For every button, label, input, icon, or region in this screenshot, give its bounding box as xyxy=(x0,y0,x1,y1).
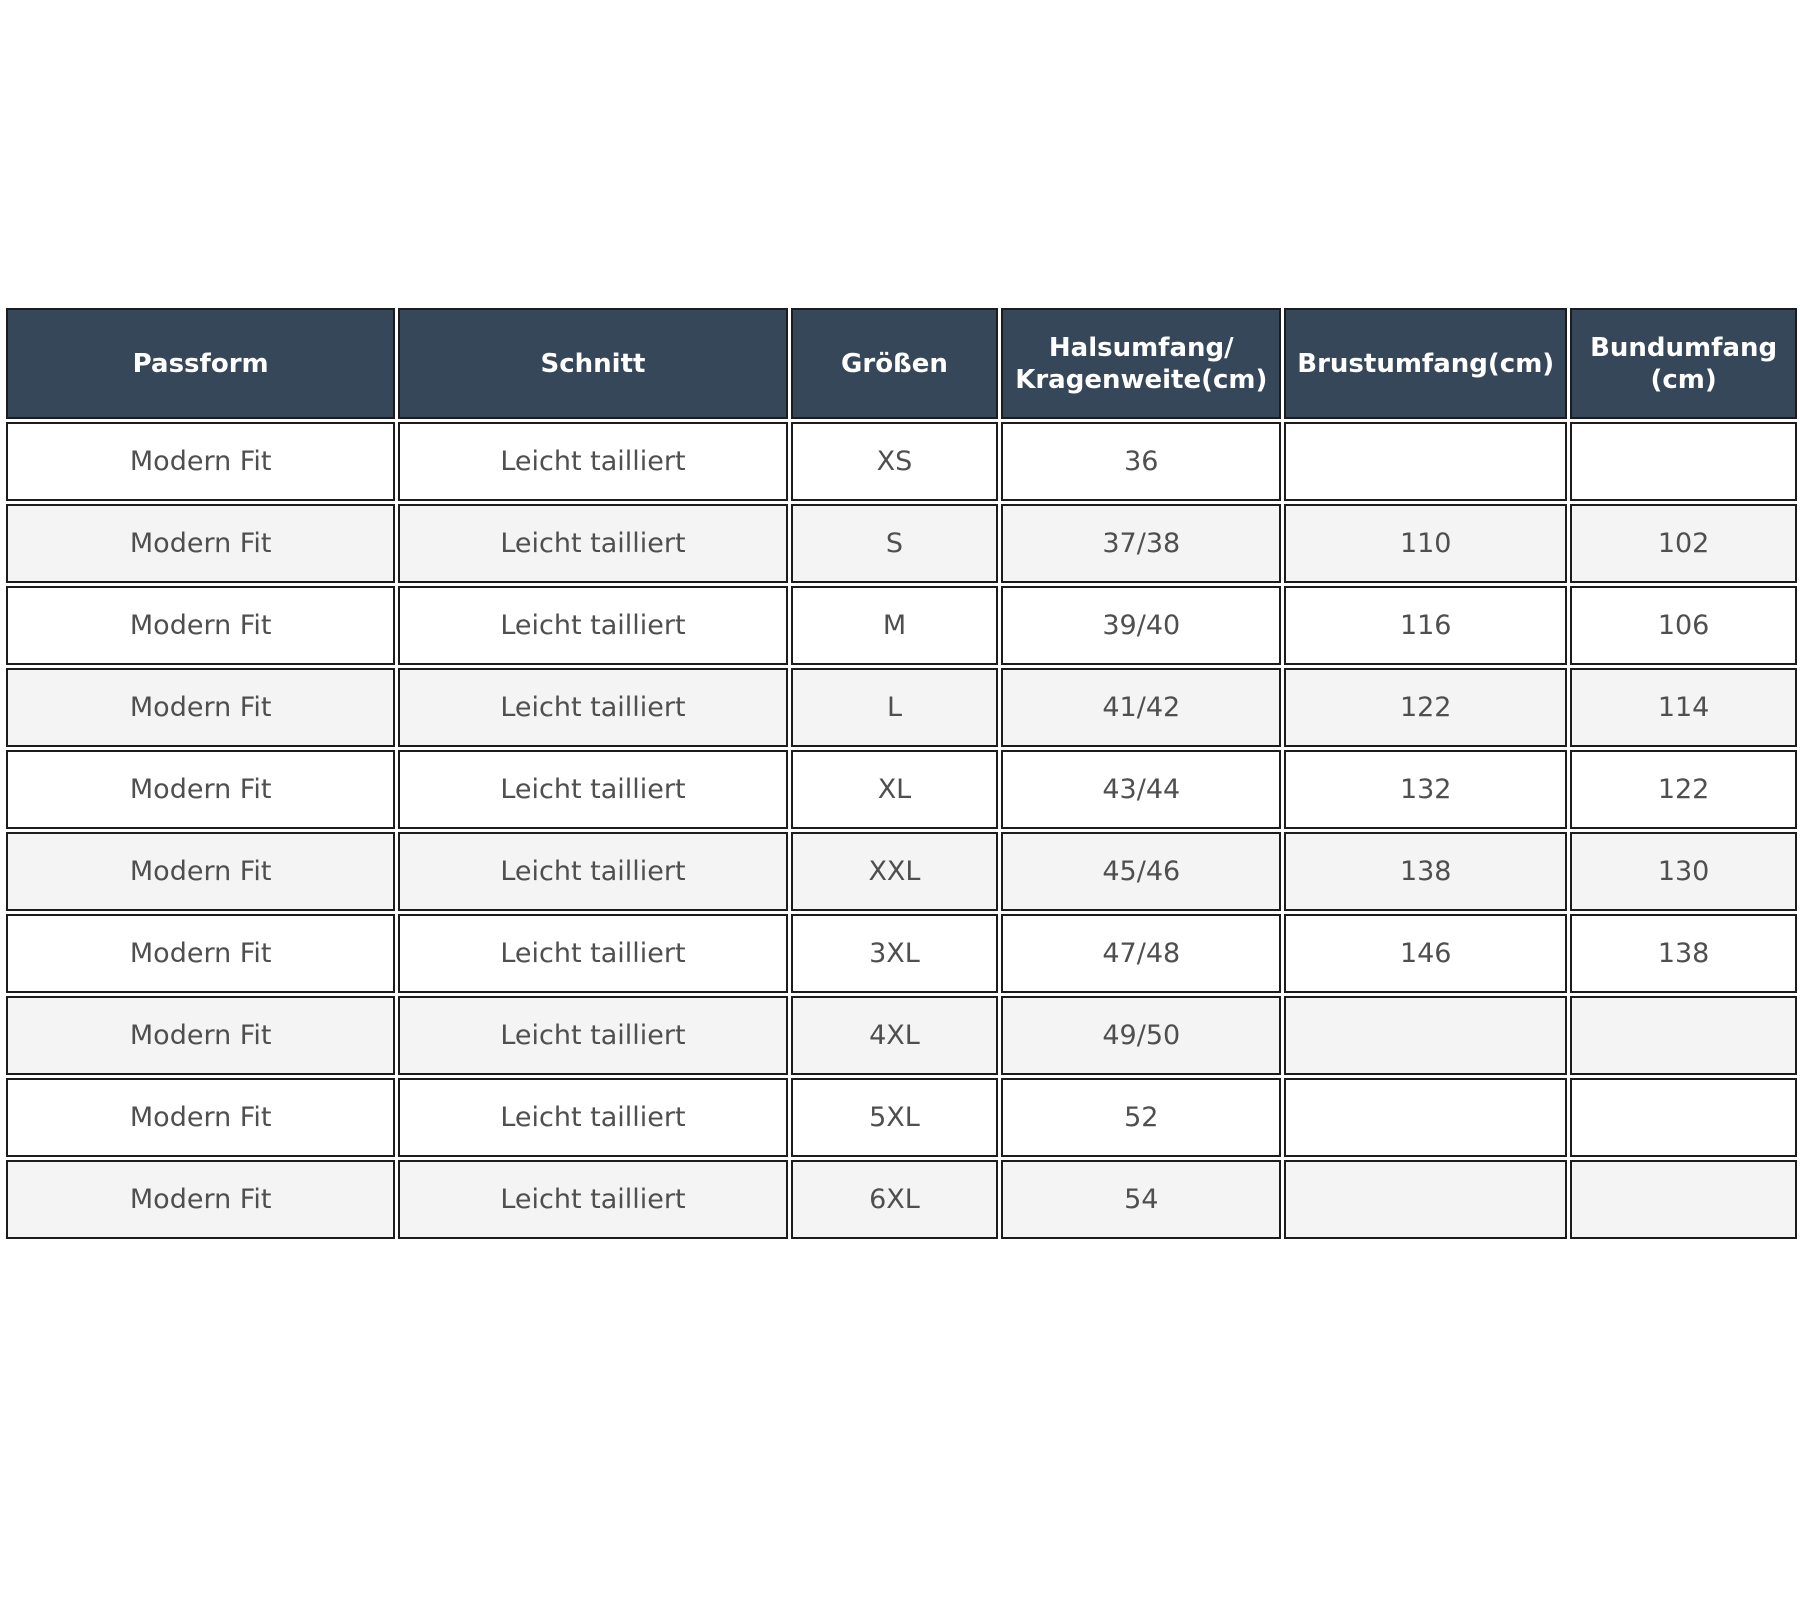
cell-schnitt: Leicht tailliert xyxy=(398,586,787,665)
cell-halsumfang: 45/46 xyxy=(1001,832,1281,911)
cell-brustumfang xyxy=(1284,1078,1567,1157)
table-header xyxy=(3,308,1797,419)
cell-bundumfang: 122 xyxy=(1570,750,1797,829)
cell-bundumfang xyxy=(1570,422,1797,501)
cell-bundumfang: 106 xyxy=(1570,586,1797,665)
table-row xyxy=(3,1160,1797,1239)
cell-brustumfang: 138 xyxy=(1284,832,1567,911)
cell-passform: Modern Fit xyxy=(6,996,395,1075)
cell-groesse: XL xyxy=(791,750,999,829)
cell-brustumfang: 116 xyxy=(1284,586,1567,665)
cell-groesse: 3XL xyxy=(791,914,999,993)
header-row xyxy=(3,308,1797,419)
cell-schnitt: Leicht tailliert xyxy=(398,504,787,583)
cell-groesse: XXL xyxy=(791,832,999,911)
cell-schnitt: Leicht tailliert xyxy=(398,668,787,747)
table-row xyxy=(3,832,1797,911)
cell-brustumfang xyxy=(1284,996,1567,1075)
cell-halsumfang: 47/48 xyxy=(1001,914,1281,993)
table-row xyxy=(3,996,1797,1075)
cell-groesse: S xyxy=(791,504,999,583)
cell-schnitt: Leicht tailliert xyxy=(398,750,787,829)
cell-brustumfang: 146 xyxy=(1284,914,1567,993)
cell-passform: Modern Fit xyxy=(6,750,395,829)
cell-brustumfang: 110 xyxy=(1284,504,1567,583)
cell-halsumfang: 37/38 xyxy=(1001,504,1281,583)
cell-passform: Modern Fit xyxy=(6,1160,395,1239)
cell-groesse: M xyxy=(791,586,999,665)
size-chart-table xyxy=(0,305,1800,1242)
cell-bundumfang: 102 xyxy=(1570,504,1797,583)
cell-halsumfang: 36 xyxy=(1001,422,1281,501)
cell-brustumfang xyxy=(1284,422,1567,501)
cell-brustumfang: 122 xyxy=(1284,668,1567,747)
table-row xyxy=(3,504,1797,583)
cell-schnitt: Leicht tailliert xyxy=(398,832,787,911)
table-row xyxy=(3,914,1797,993)
cell-schnitt: Leicht tailliert xyxy=(398,422,787,501)
table-row xyxy=(3,750,1797,829)
cell-passform: Modern Fit xyxy=(6,504,395,583)
table-row xyxy=(3,1078,1797,1157)
cell-passform: Modern Fit xyxy=(6,668,395,747)
header-groessen: Größen xyxy=(791,308,999,419)
cell-halsumfang: 54 xyxy=(1001,1160,1281,1239)
cell-bundumfang xyxy=(1570,996,1797,1075)
cell-passform: Modern Fit xyxy=(6,914,395,993)
table-row xyxy=(3,586,1797,665)
table-body xyxy=(3,422,1797,1239)
cell-passform: Modern Fit xyxy=(6,832,395,911)
cell-schnitt: Leicht tailliert xyxy=(398,996,787,1075)
cell-halsumfang: 39/40 xyxy=(1001,586,1281,665)
table-row xyxy=(3,422,1797,501)
header-schnitt: Schnitt xyxy=(398,308,787,419)
cell-bundumfang xyxy=(1570,1078,1797,1157)
cell-groesse: 6XL xyxy=(791,1160,999,1239)
cell-bundumfang: 138 xyxy=(1570,914,1797,993)
cell-bundumfang: 114 xyxy=(1570,668,1797,747)
header-halsumfang: Halsumfang/ Kragenweite(cm) xyxy=(1001,308,1281,419)
cell-groesse: L xyxy=(791,668,999,747)
cell-passform: Modern Fit xyxy=(6,422,395,501)
cell-brustumfang: 132 xyxy=(1284,750,1567,829)
cell-halsumfang: 49/50 xyxy=(1001,996,1281,1075)
cell-groesse: 5XL xyxy=(791,1078,999,1157)
header-passform: Passform xyxy=(6,308,395,419)
cell-schnitt: Leicht tailliert xyxy=(398,914,787,993)
cell-groesse: 4XL xyxy=(791,996,999,1075)
cell-bundumfang xyxy=(1570,1160,1797,1239)
cell-halsumfang: 41/42 xyxy=(1001,668,1281,747)
cell-passform: Modern Fit xyxy=(6,1078,395,1157)
cell-schnitt: Leicht tailliert xyxy=(398,1078,787,1157)
cell-brustumfang xyxy=(1284,1160,1567,1239)
cell-bundumfang: 130 xyxy=(1570,832,1797,911)
cell-halsumfang: 43/44 xyxy=(1001,750,1281,829)
header-bundumfang: Bundumfang (cm) xyxy=(1570,308,1797,419)
table-row xyxy=(3,668,1797,747)
cell-passform: Modern Fit xyxy=(6,586,395,665)
cell-halsumfang: 52 xyxy=(1001,1078,1281,1157)
header-brustumfang: Brustumfang(cm) xyxy=(1284,308,1567,419)
cell-schnitt: Leicht tailliert xyxy=(398,1160,787,1239)
cell-groesse: XS xyxy=(791,422,999,501)
